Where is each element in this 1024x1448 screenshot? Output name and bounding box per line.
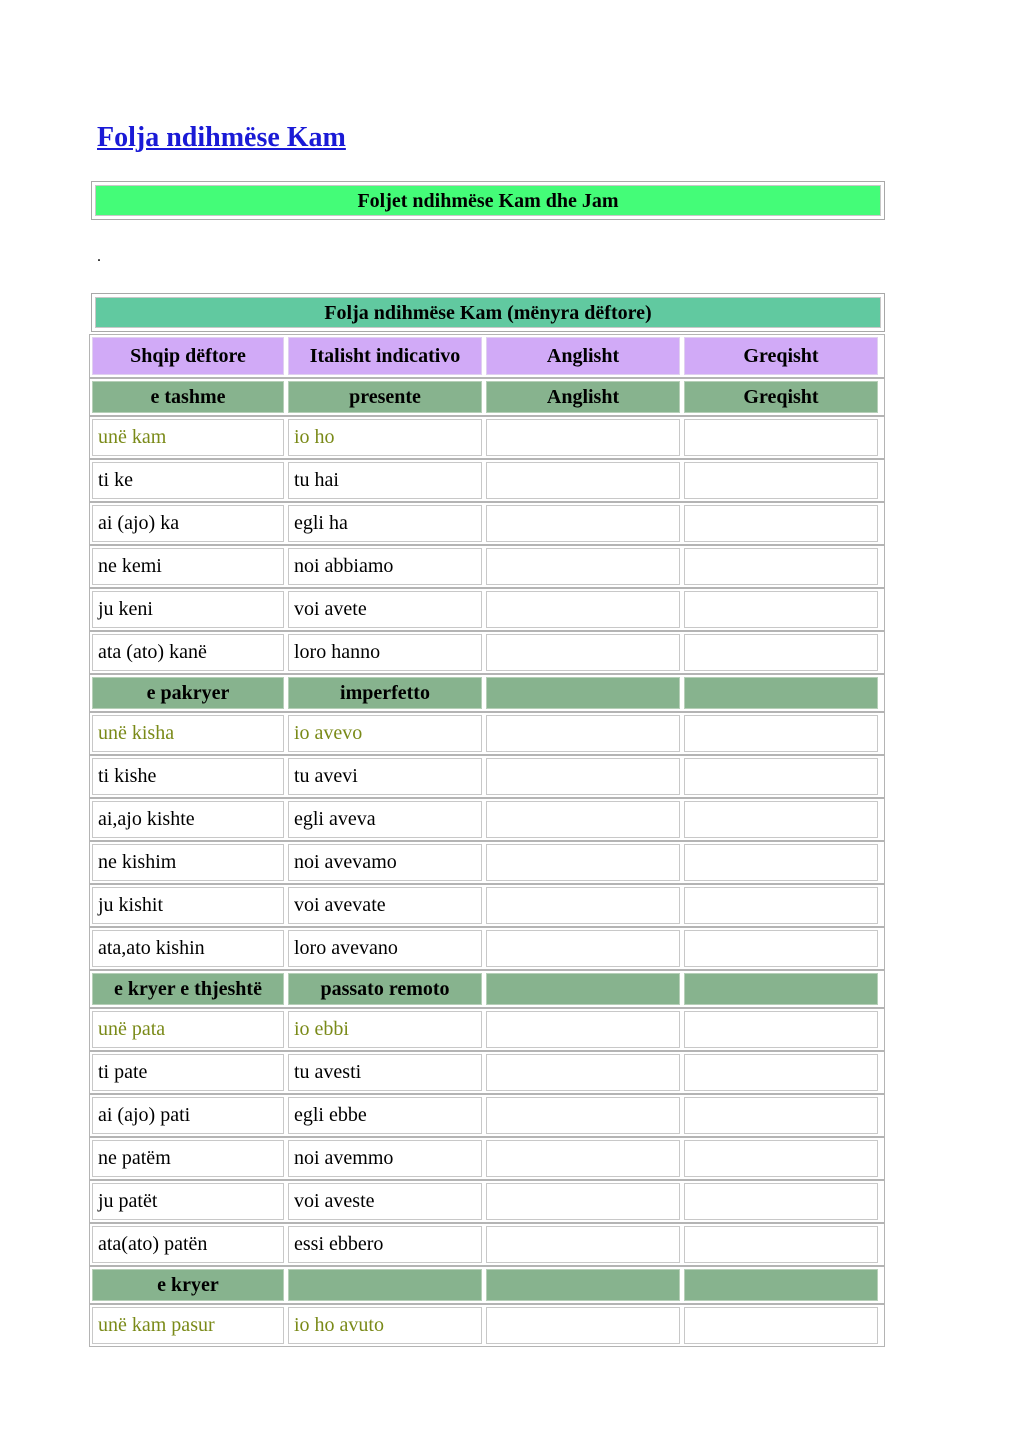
empty-cell <box>684 1140 878 1177</box>
tense-header-cell: e kryer e thjeshtë <box>92 973 284 1005</box>
table-row <box>89 755 885 798</box>
tense-header-row <box>89 674 885 712</box>
tense-header-cell: e pakryer <box>92 677 284 709</box>
albanian-form-cell: ti pate <box>92 1054 284 1091</box>
albanian-form-cell: unë kam pasur <box>92 1307 284 1344</box>
table-row <box>89 1008 885 1051</box>
italian-form-cell: egli ebbe <box>288 1097 482 1134</box>
language-header-cell: Shqip dëftore <box>92 337 284 375</box>
italian-form-cell: loro hanno <box>288 634 482 671</box>
table-row <box>89 1223 885 1266</box>
empty-cell <box>486 930 680 967</box>
table-row <box>89 1051 885 1094</box>
empty-cell <box>684 758 878 795</box>
empty-cell <box>486 1183 680 1220</box>
table-row <box>89 1137 885 1180</box>
empty-cell <box>684 801 878 838</box>
empty-cell <box>684 462 878 499</box>
empty-cell <box>684 1011 878 1048</box>
empty-cell <box>684 1183 878 1220</box>
table-row <box>89 588 885 631</box>
empty-cell <box>684 887 878 924</box>
empty-cell <box>486 715 680 752</box>
tense-header-cell <box>486 1269 680 1301</box>
empty-cell <box>486 1226 680 1263</box>
empty-cell <box>486 1140 680 1177</box>
empty-cell <box>684 548 878 585</box>
tense-header-cell: presente <box>288 381 482 413</box>
table-row <box>89 459 885 502</box>
mood-title: Folja ndihmëse Kam (mënyra dëftore) <box>95 297 881 328</box>
albanian-form-cell: ju keni <box>92 591 284 628</box>
empty-cell <box>684 1307 878 1344</box>
conjugation-table <box>89 334 885 1347</box>
table-row <box>89 1094 885 1137</box>
albanian-form-cell: unë kisha <box>92 715 284 752</box>
albanian-form-cell: unë pata <box>92 1011 284 1048</box>
empty-cell <box>684 1054 878 1091</box>
empty-cell <box>486 1054 680 1091</box>
table-row <box>89 927 885 970</box>
albanian-form-cell: ata (ato) kanë <box>92 634 284 671</box>
language-header-cell: Anglisht <box>486 337 680 375</box>
table-row <box>89 1180 885 1223</box>
albanian-form-cell: ne kishim <box>92 844 284 881</box>
mood-title-box <box>91 293 885 332</box>
language-header-cell: Greqisht <box>684 337 878 375</box>
separator-dot: . <box>97 248 101 265</box>
table-row <box>89 712 885 755</box>
empty-cell <box>486 844 680 881</box>
albanian-form-cell: ai (ajo) ka <box>92 505 284 542</box>
empty-cell <box>684 505 878 542</box>
empty-cell <box>486 634 680 671</box>
table-row <box>89 502 885 545</box>
empty-cell <box>684 419 878 456</box>
tense-header-cell <box>288 1269 482 1301</box>
tense-header-row <box>89 378 885 416</box>
empty-cell <box>684 1097 878 1134</box>
empty-cell <box>486 887 680 924</box>
empty-cell <box>486 419 680 456</box>
empty-cell <box>684 1226 878 1263</box>
italian-form-cell: noi abbiamo <box>288 548 482 585</box>
tense-header-cell: e tashme <box>92 381 284 413</box>
tense-header-cell <box>486 973 680 1005</box>
table-row <box>89 798 885 841</box>
empty-cell <box>486 1307 680 1344</box>
empty-cell <box>486 548 680 585</box>
italian-form-cell: voi avete <box>288 591 482 628</box>
table-row <box>89 841 885 884</box>
italian-form-cell: essi ebbero <box>288 1226 482 1263</box>
tense-header-cell <box>684 677 878 709</box>
albanian-form-cell: ata,ato kishin <box>92 930 284 967</box>
italian-form-cell: tu avesti <box>288 1054 482 1091</box>
banner-box <box>91 181 885 220</box>
tense-header-cell: passato remoto <box>288 973 482 1005</box>
empty-cell <box>486 591 680 628</box>
tense-header-cell: e kryer <box>92 1269 284 1301</box>
language-header-row <box>89 334 885 378</box>
table-row <box>89 545 885 588</box>
albanian-form-cell: ju patët <box>92 1183 284 1220</box>
empty-cell <box>486 1097 680 1134</box>
empty-cell <box>684 591 878 628</box>
albanian-form-cell: ju kishit <box>92 887 284 924</box>
italian-form-cell: loro avevano <box>288 930 482 967</box>
table-row <box>89 416 885 459</box>
italian-form-cell: tu avevi <box>288 758 482 795</box>
albanian-form-cell: ne patëm <box>92 1140 284 1177</box>
table-row <box>89 1304 885 1347</box>
albanian-form-cell: ai,ajo kishte <box>92 801 284 838</box>
tense-header-cell <box>684 1269 878 1301</box>
italian-form-cell: io ebbi <box>288 1011 482 1048</box>
italian-form-cell: egli aveva <box>288 801 482 838</box>
albanian-form-cell: ti ke <box>92 462 284 499</box>
empty-cell <box>486 1011 680 1048</box>
albanian-form-cell: ai (ajo) pati <box>92 1097 284 1134</box>
tense-header-cell: Anglisht <box>486 381 680 413</box>
empty-cell <box>684 930 878 967</box>
empty-cell <box>486 758 680 795</box>
italian-form-cell: noi avemmo <box>288 1140 482 1177</box>
italian-form-cell: noi avevamo <box>288 844 482 881</box>
italian-form-cell: io ho <box>288 419 482 456</box>
italian-form-cell: io ho avuto <box>288 1307 482 1344</box>
italian-form-cell: voi aveste <box>288 1183 482 1220</box>
empty-cell <box>684 715 878 752</box>
table-row <box>89 631 885 674</box>
language-header-cell: Italisht indicativo <box>288 337 482 375</box>
albanian-form-cell: ata(ato) patën <box>92 1226 284 1263</box>
empty-cell <box>486 505 680 542</box>
tense-header-cell <box>486 677 680 709</box>
tense-header-row <box>89 1266 885 1304</box>
empty-cell <box>486 462 680 499</box>
banner-text: Foljet ndihmëse Kam dhe Jam <box>95 185 881 216</box>
tense-header-cell <box>684 973 878 1005</box>
page-title[interactable]: Folja ndihmëse Kam <box>97 122 346 153</box>
italian-form-cell: voi avevate <box>288 887 482 924</box>
tense-header-cell: imperfetto <box>288 677 482 709</box>
italian-form-cell: egli ha <box>288 505 482 542</box>
table-row <box>89 884 885 927</box>
albanian-form-cell: unë kam <box>92 419 284 456</box>
tense-header-row <box>89 970 885 1008</box>
empty-cell <box>486 801 680 838</box>
italian-form-cell: io avevo <box>288 715 482 752</box>
albanian-form-cell: ne kemi <box>92 548 284 585</box>
empty-cell <box>684 634 878 671</box>
italian-form-cell: tu hai <box>288 462 482 499</box>
empty-cell <box>684 844 878 881</box>
tense-header-cell: Greqisht <box>684 381 878 413</box>
albanian-form-cell: ti kishe <box>92 758 284 795</box>
